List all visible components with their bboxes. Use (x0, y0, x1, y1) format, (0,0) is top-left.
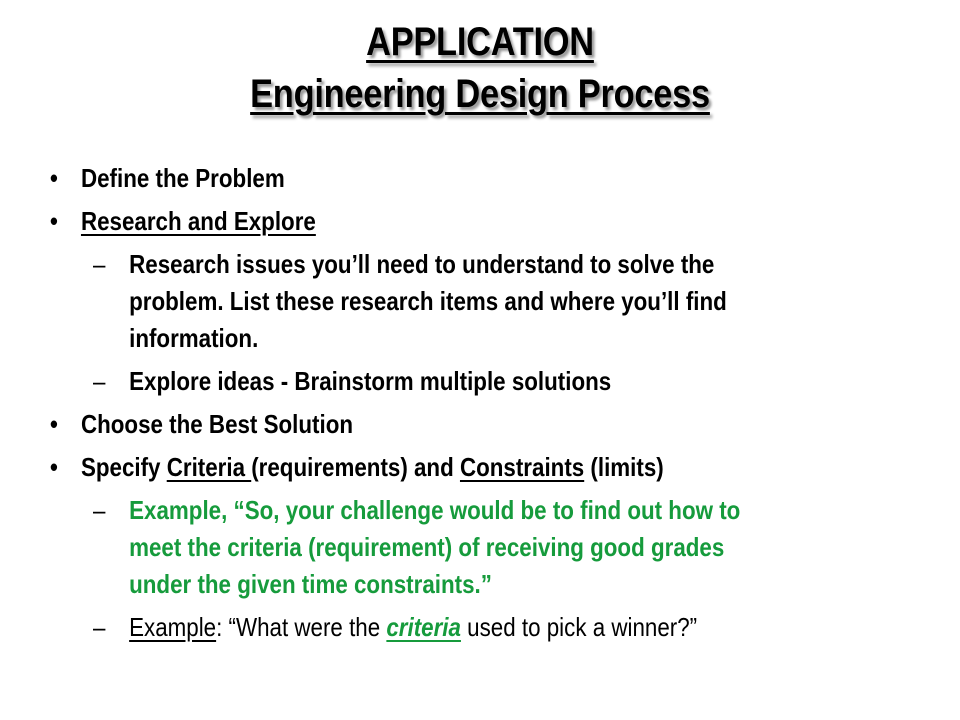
specify-constraints: Constraints (459, 452, 585, 482)
example2-label: Example (129, 612, 217, 642)
specify-mid: (requirements) and (251, 452, 460, 482)
research-detail-line-1: Research issues you’ll need to understand to solve the (129, 249, 715, 279)
bullet-marker: • (50, 163, 58, 193)
explore-detail-text: Explore ideas - Brainstorm multiple solutions (129, 366, 612, 396)
sub-bullet-research-issues (50, 246, 893, 357)
bullet-marker: • (50, 409, 58, 439)
bullet-define (50, 160, 893, 197)
slide-body (50, 160, 893, 652)
bullet-specify (50, 449, 893, 486)
title-line-1: APPLICATION (366, 20, 594, 64)
specify-prefix: Specify (80, 452, 167, 482)
bullet-choose (50, 406, 893, 443)
example1-line-1: Example, “So, your challenge would be to find out how to (129, 495, 741, 525)
research-detail-line-3: information. (129, 323, 259, 353)
example1-line-3: under the given time constraints.” (129, 569, 492, 599)
sub-bullet-example-criteria (50, 492, 893, 603)
title-line-2: Engineering Design Process (250, 72, 710, 116)
bullet-marker: • (50, 452, 58, 482)
dash-marker: – (93, 495, 106, 525)
dash-marker: – (93, 366, 106, 396)
slide-title (67, 16, 893, 120)
sub-bullet-explore-ideas (50, 363, 893, 400)
research-detail-line-2: problem. List these research items and where you’ll find (129, 286, 727, 316)
bullet-define-text: Define the Problem (80, 163, 285, 193)
example2-criteria: criteria (386, 612, 461, 642)
sub-bullet-example-winner (50, 609, 893, 646)
dash-marker: – (93, 249, 106, 279)
dash-marker: – (93, 612, 106, 642)
example2-post: used to pick a winner?” (460, 612, 698, 642)
specify-criteria: Criteria (166, 452, 252, 482)
example2-colon: : (216, 612, 229, 642)
bullet-research-text: Research and Explore (80, 206, 316, 236)
bullet-marker: • (50, 206, 58, 236)
example2-pre: “What were the (228, 612, 387, 642)
example1-line-2: meet the criteria (requirement) of receiving good grades (129, 532, 725, 562)
bullet-research (50, 203, 893, 240)
specify-suffix: (limits) (584, 452, 664, 482)
bullet-choose-text: Choose the Best Solution (80, 409, 354, 439)
